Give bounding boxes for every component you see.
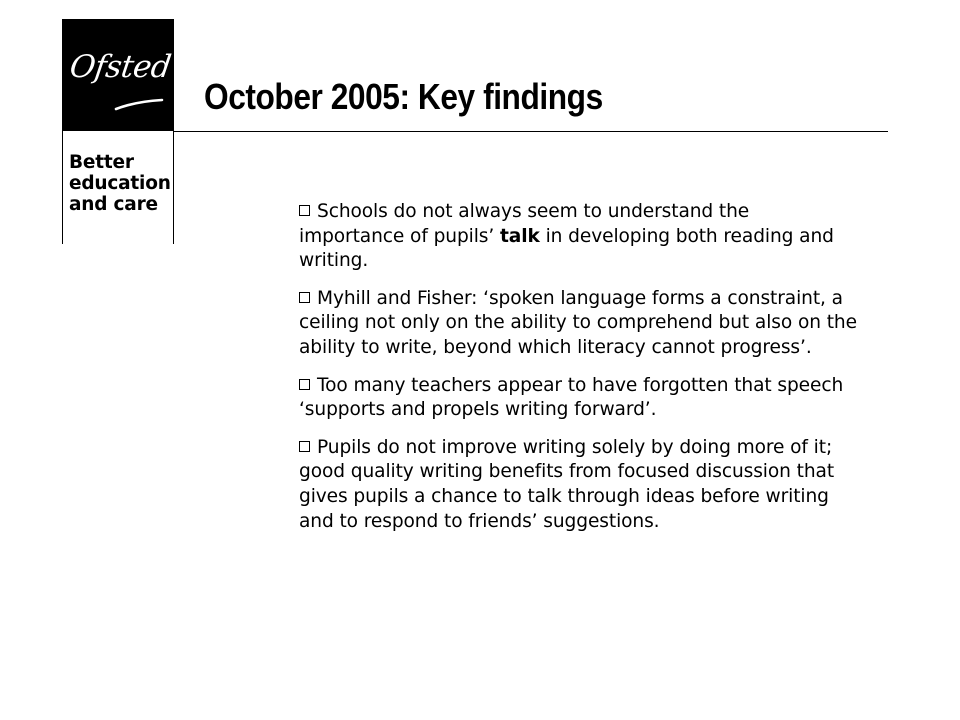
finding-text-end: in developing both reading and writing. [299, 225, 834, 272]
logo-swoosh-icon [114, 98, 164, 112]
ofsted-logo [62, 19, 174, 244]
finding-text: Schools do not always seem to understand the importance of pupils’ [299, 201, 750, 247]
finding-item [299, 200, 859, 274]
finding-item [299, 287, 859, 361]
logo-black-panel [62, 19, 174, 131]
finding-emphasis: talk [500, 225, 540, 247]
findings-list [299, 200, 859, 547]
checkbox-bullet-icon [299, 205, 310, 216]
finding-text: Pupils do not improve writing solely by doing more of it; good quality writing benefits from focused discussion that gives pupils a chance to talk through ideas before writing and to respond to friends’ suggestions. [299, 436, 835, 532]
title-divider [174, 131, 888, 132]
logo-tagline [69, 152, 171, 215]
finding-item [299, 436, 859, 534]
tagline-line-3: and care [69, 194, 158, 215]
checkbox-bullet-icon [299, 441, 310, 452]
tagline-line-1: Better [69, 152, 134, 173]
tagline-line-2: education [69, 173, 171, 194]
checkbox-bullet-icon [299, 379, 310, 390]
finding-text: Too many teachers appear to have forgotten that speech ‘supports and propels writing forward’. [299, 374, 844, 421]
logo-wordmark: Ofsted [66, 49, 173, 85]
slide-title: October 2005: Key findings [204, 76, 603, 117]
checkbox-bullet-icon [299, 292, 310, 303]
finding-text: Myhill and Fisher: ‘spoken language forms a constraint, a ceiling not only on the ability to comprehend but also on the ability to write, beyond which literacy cannot progress’. [299, 287, 857, 358]
finding-item [299, 374, 859, 423]
